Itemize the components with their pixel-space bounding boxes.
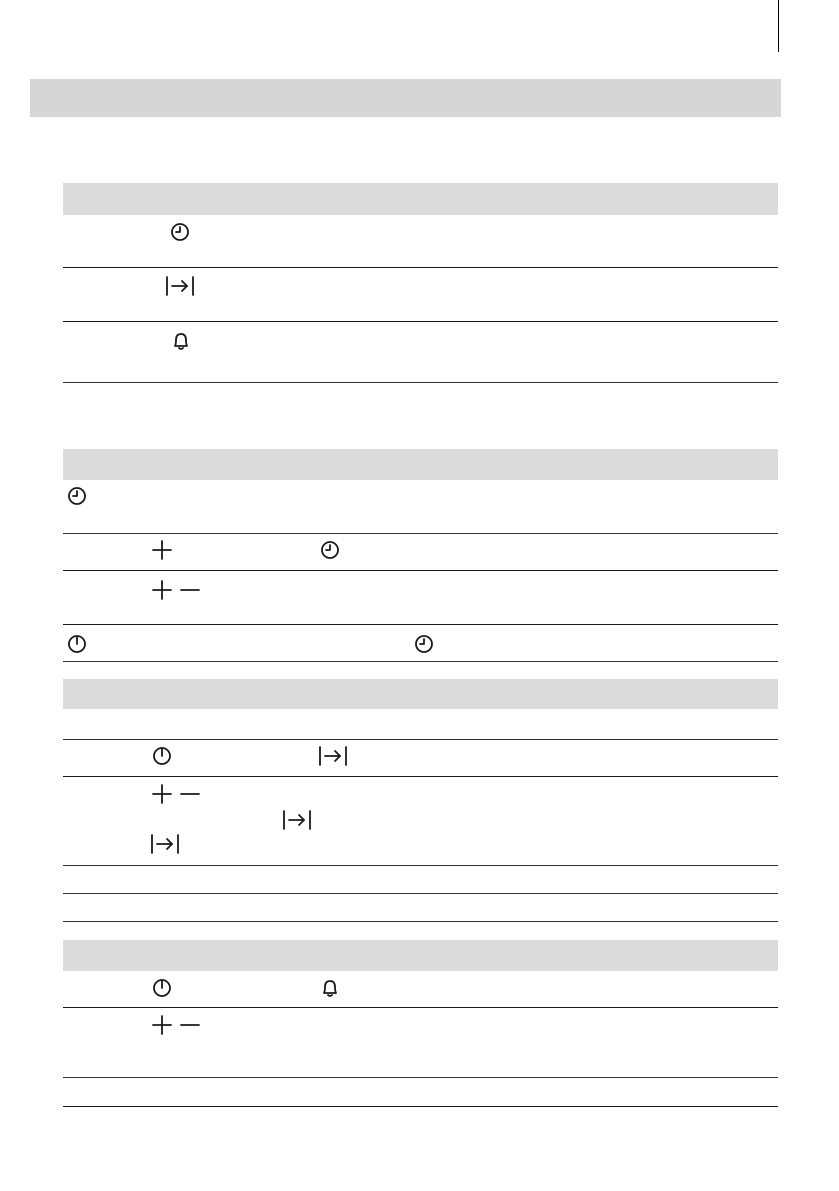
- row-divider: [63, 570, 778, 571]
- row-divider: [63, 624, 778, 625]
- row-divider: [63, 776, 778, 777]
- plus-icon: [152, 1015, 172, 1035]
- table-header: [63, 183, 778, 215]
- crop-mark: [778, 0, 779, 52]
- duration-icon: [282, 810, 312, 830]
- row-divider: [63, 661, 778, 662]
- table-header: [63, 679, 778, 709]
- minus-icon: [180, 1015, 200, 1035]
- plus-icon: [152, 580, 172, 600]
- bell-icon: [320, 978, 340, 998]
- row-divider: [63, 739, 778, 740]
- plus-icon: [152, 540, 172, 560]
- table-bottom-rule: [63, 1106, 778, 1107]
- timer-icon: [152, 978, 172, 998]
- clock-icon: [414, 634, 434, 654]
- clock-icon: [67, 486, 87, 506]
- bell-icon: [171, 331, 191, 351]
- row-divider: [63, 321, 778, 322]
- clock-icon: [320, 540, 340, 560]
- duration-icon: [318, 746, 348, 766]
- row-divider: [63, 267, 778, 268]
- minus-icon: [180, 784, 200, 804]
- plus-icon: [152, 784, 172, 804]
- minus-icon: [180, 580, 200, 600]
- row-divider: [63, 382, 778, 383]
- row-divider: [63, 921, 778, 922]
- timer-icon: [67, 634, 87, 654]
- row-divider: [63, 865, 778, 866]
- table-header: [63, 940, 778, 971]
- duration-icon: [165, 276, 195, 296]
- timer-icon: [152, 746, 172, 766]
- clock-icon: [170, 222, 190, 242]
- row-divider: [63, 893, 778, 894]
- duration-icon: [150, 834, 180, 854]
- section-title-bar: [30, 79, 781, 117]
- row-divider: [63, 533, 778, 534]
- table-header: [63, 449, 778, 480]
- row-divider: [63, 1077, 778, 1078]
- row-divider: [63, 1007, 778, 1008]
